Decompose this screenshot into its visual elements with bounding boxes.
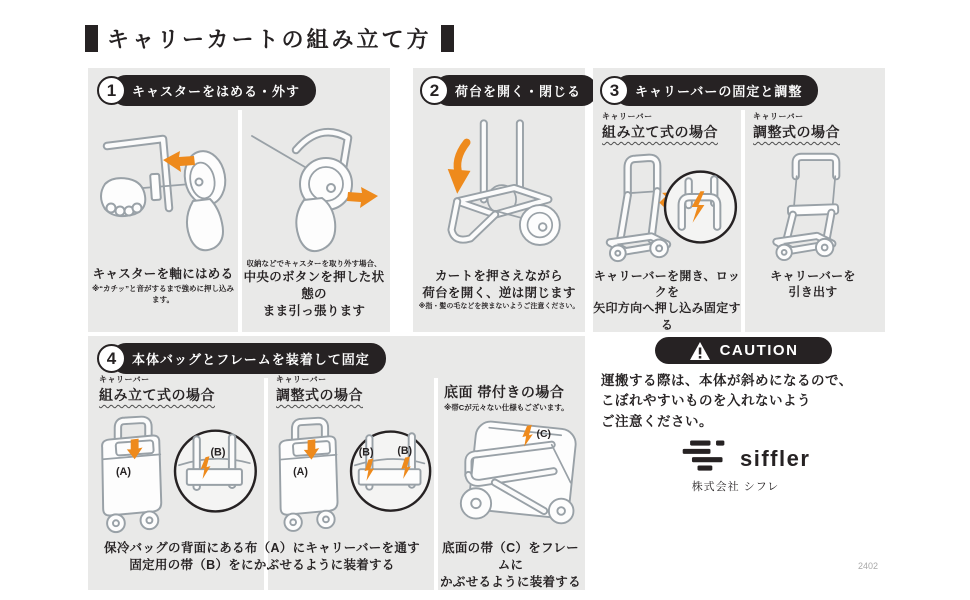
platform-open-illustration [421, 112, 577, 264]
brand-name: siffler [740, 446, 811, 471]
section-4-col2-label: キャリーバー 調整式の場合 [276, 375, 363, 403]
section-3-title: キャリーバーの固定と調整 [614, 75, 818, 106]
arrow-curved-down-icon [448, 142, 471, 193]
label-b: (B) [397, 444, 413, 457]
carrybar-pullout-illustration [761, 148, 869, 268]
section-3-col1-caption: キャリーバーを開き、ロックを 矢印方向へ押し込み固定する [593, 269, 741, 332]
title-square-right [441, 25, 454, 52]
page-title-text: キャリーカートの組み立て方 [107, 27, 432, 52]
section-2-caption: カートを押さえながら 荷台を開く、逆は閉じます ※指・髪の毛などを挟まないようご注意ください。 [418, 269, 580, 310]
label-b: (B) [210, 446, 226, 459]
section-1-header [97, 76, 316, 105]
section-3-header [600, 76, 818, 105]
document-number: 2402 [858, 561, 879, 571]
bottom-band-illustration [440, 414, 582, 536]
siffler-logo-icon [679, 440, 729, 478]
section-4-col1-label: キャリーバー 組み立て式の場合 [99, 375, 215, 403]
section-3-panel [593, 68, 885, 332]
page-title [85, 23, 454, 54]
section-2-header [420, 76, 597, 105]
carrybar-lock-illustration [593, 148, 741, 268]
brand-logo [679, 440, 810, 478]
section-4-col3-label: 底面 帯付きの場合 ※帯Cが元々ない仕様もございます。 [444, 384, 569, 412]
caution-header [655, 337, 832, 364]
caution-title: CAUTION [719, 342, 799, 359]
title-square-left [85, 25, 98, 52]
section-4-panel [88, 336, 585, 590]
section-2-title: 荷台を開く・閉じる [434, 75, 597, 106]
section-3-number: 3 [600, 76, 629, 105]
section-4-title: 本体バッグとフレームを装着して固定 [111, 343, 386, 374]
caster-attach-illustration [92, 112, 234, 262]
section-1-right-caption: 収納などでキャスターを取り外す場合、 中央のボタンを押した状態の まま引っ張ります [243, 259, 385, 318]
section-4-number: 4 [97, 344, 126, 373]
section-3-col2-label: キャリーバー 調整式の場合 [753, 112, 840, 140]
warning-triangle-icon [689, 341, 711, 361]
bag-attach-adjustable-illustration [270, 412, 434, 538]
caster-remove-illustration [244, 112, 384, 262]
section-1-title: キャスターをはめる・外す [111, 75, 316, 106]
label-a: (A) [293, 466, 308, 478]
section-1-panel [88, 68, 390, 332]
section-4-header [97, 344, 386, 373]
caution-text: 運搬する際は、本体が斜めになるので、 こぼれやすいものを入れないよう ご注意ください。 [601, 373, 853, 429]
label-b: (B) [358, 446, 374, 459]
section-4-caption-left: 保冷バッグの背面にある布（A）にキャリーバーを通す 固定用の帯（B）をにかぶせるように装着する [104, 541, 420, 572]
section-2-panel [413, 68, 585, 332]
section-1-left-caption: キャスターを軸にはめる ※“カチッ”と音がするまで強めに押し込みます。 [91, 267, 235, 305]
label-c: (C) [536, 429, 552, 441]
section-3-col2-caption: キャリーバーを 引き出す [770, 269, 856, 300]
bag-attach-assembly-illustration [90, 412, 262, 538]
section-2-number: 2 [420, 76, 449, 105]
company-name: 株式会社 シフレ [691, 481, 780, 493]
label-a: (A) [115, 466, 131, 478]
section-3-col1-label: キャリーバー 組み立て式の場合 [602, 112, 718, 140]
section-4-caption-right: 底面の帯（C）をフレームに かぶせるように装着する [440, 541, 581, 589]
section-1-number: 1 [97, 76, 126, 105]
